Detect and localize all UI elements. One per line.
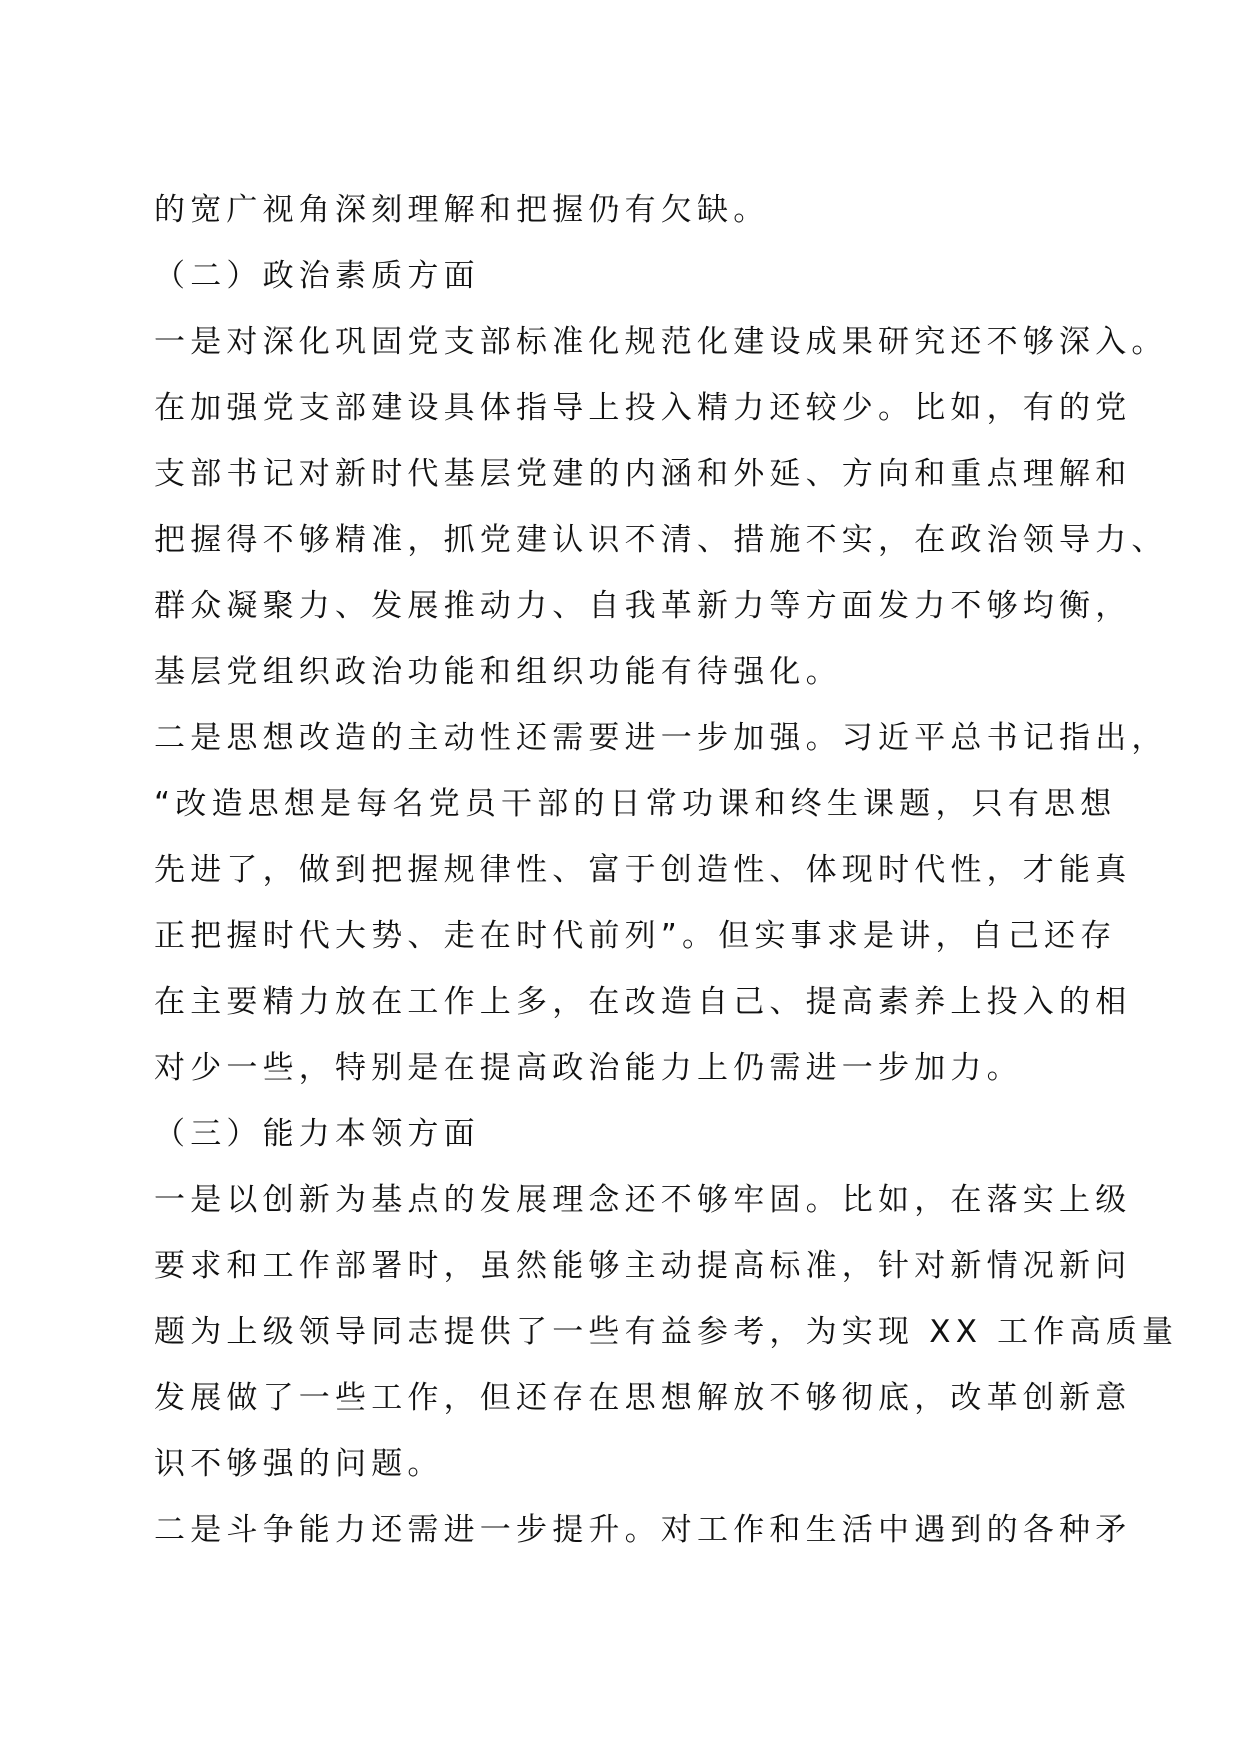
section-heading: （二）政治素质方面 xyxy=(154,258,480,294)
text-line: 先进了，做到把握规律性、富于创造性、体现时代性，才能真 xyxy=(154,852,1132,888)
text-line: 把握得不够精准，抓党建认识不清、措施不实，在政治领导力、 xyxy=(154,522,1168,558)
section-heading: （三）能力本领方面 xyxy=(154,1116,480,1152)
text-line: 正把握时代大势、走在时代前列”。但实事求是讲，自己还存 xyxy=(154,918,1117,954)
text-line: 在加强党支部建设具体指导上投入精力还较少。比如，有的党 xyxy=(154,390,1132,426)
text-line: 题为上级领导同志提供了一些有益参考，为实现 XX 工作高质量 xyxy=(154,1314,1179,1350)
text-line: 群众凝聚力、发展推动力、自我革新力等方面发力不够均衡， xyxy=(154,588,1132,624)
text-line: 二是斗争能力还需进一步提升。对工作和生活中遇到的各种矛 xyxy=(154,1512,1132,1548)
text-line: 支部书记对新时代基层党建的内涵和外延、方向和重点理解和 xyxy=(154,456,1132,492)
text-line: 在主要精力放在工作上多，在改造自己、提高素养上投入的相 xyxy=(154,984,1132,1020)
text-line: 的宽广视角深刻理解和把握仍有欠缺。 xyxy=(154,192,770,228)
text-line: 二是思想改造的主动性还需要进一步加强。习近平总书记指出， xyxy=(154,720,1168,756)
text-line: 对少一些，特别是在提高政治能力上仍需进一步加力。 xyxy=(154,1050,1023,1086)
text-line: 一是对深化巩固党支部标准化规范化建设成果研究还不够深入。 xyxy=(154,324,1168,360)
text-line: 识不够强的问题。 xyxy=(154,1446,444,1482)
text-line: “改造思想是每名党员干部的日常功课和终生课题，只有思想 xyxy=(154,786,1117,822)
text-line: 基层党组织政治功能和组织功能有待强化。 xyxy=(154,654,842,690)
text-line: 一是以创新为基点的发展理念还不够牢固。比如，在落实上级 xyxy=(154,1182,1132,1218)
text-line: 发展做了一些工作，但还存在思想解放不够彻底，改革创新意 xyxy=(154,1380,1132,1416)
text-line: 要求和工作部署时，虽然能够主动提高标准，针对新情况新问 xyxy=(154,1248,1132,1284)
